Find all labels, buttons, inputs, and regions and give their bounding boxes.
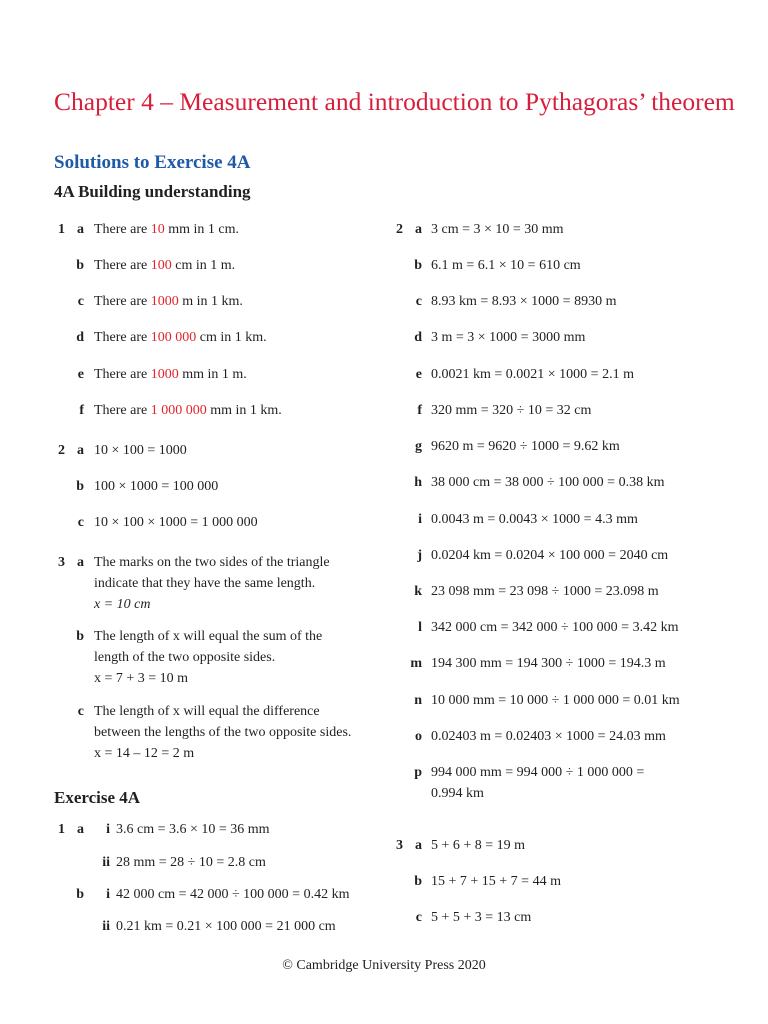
part-letter: d xyxy=(414,330,422,345)
part-letter: l xyxy=(418,620,422,635)
answer-text: 10 000 mm = 10 000 ÷ 1 000 000 = 0.01 km xyxy=(431,693,680,708)
question-number: 1 xyxy=(58,822,65,837)
answer-text: There are 1000 mm in 1 m. xyxy=(94,367,247,382)
answer-line: between the lengths of the two opposite sides. xyxy=(94,725,352,740)
question-number: 3 xyxy=(396,838,403,853)
part-letter: d xyxy=(76,330,84,345)
subpart-label: i xyxy=(106,887,110,902)
part-letter: e xyxy=(415,367,422,382)
part-letter: n xyxy=(414,693,422,708)
part-letter: k xyxy=(414,584,422,599)
answer-text: 23 098 mm = 23 098 ÷ 1000 = 23.098 m xyxy=(431,584,659,599)
answer-line: length of the two opposite sides. xyxy=(94,650,276,665)
answer-line: The marks on the two sides of the triangle xyxy=(94,555,330,570)
answer-text: 38 000 cm = 38 000 ÷ 100 000 = 0.38 km xyxy=(431,475,665,490)
part-letter: h xyxy=(414,475,422,490)
answer-text: 3.6 cm = 3.6 × 10 = 36 mm xyxy=(116,822,270,837)
answer-text: 15 + 7 + 15 + 7 = 44 m xyxy=(431,874,561,889)
part-letter: e xyxy=(77,367,84,382)
part-letter: a xyxy=(415,222,422,237)
answer-text: 0.21 km = 0.21 × 100 000 = 21 000 cm xyxy=(116,919,336,934)
answer-text: 8.93 km = 8.93 × 1000 = 8930 m xyxy=(431,294,617,309)
part-letter: a xyxy=(77,555,84,570)
part-letter: f xyxy=(417,403,422,418)
answer-text: 342 000 cm = 342 000 ÷ 100 000 = 3.42 km xyxy=(431,620,679,635)
answer-text: 5 + 6 + 8 = 19 m xyxy=(431,838,526,853)
part-letter: m xyxy=(410,656,422,671)
part-letter: c xyxy=(415,294,422,309)
part-letter: b xyxy=(76,479,84,494)
answer-text: 9620 m = 9620 ÷ 1000 = 9.62 km xyxy=(431,439,620,454)
part-letter: b xyxy=(414,258,422,273)
answer-text: There are 10 mm in 1 cm. xyxy=(94,222,240,237)
answer-text: 5 + 5 + 3 = 13 cm xyxy=(431,910,532,925)
subpart-label: ii xyxy=(102,919,110,934)
answer-text-continued: 0.994 km xyxy=(431,786,484,801)
answer-text: 0.0204 km = 0.0204 × 100 000 = 2040 cm xyxy=(431,548,669,563)
part-letter: f xyxy=(79,403,84,418)
part-letter: i xyxy=(418,512,422,527)
page-subtitle: Solutions to Exercise 4A xyxy=(54,152,251,173)
answer-text: There are 100 000 cm in 1 km. xyxy=(94,330,267,345)
answer-text: 320 mm = 320 ÷ 10 = 32 cm xyxy=(431,403,592,418)
answer-text: 3 m = 3 × 1000 = 3000 mm xyxy=(431,330,586,345)
answer-line: x = 14 – 12 = 2 m xyxy=(94,746,195,761)
answer-text: 6.1 m = 6.1 × 10 = 610 cm xyxy=(431,258,581,273)
part-letter: p xyxy=(414,765,422,780)
part-letter: c xyxy=(77,294,84,309)
question-number: 2 xyxy=(396,222,403,237)
part-letter: a xyxy=(415,838,422,853)
answer-text: There are 100 cm in 1 m. xyxy=(94,258,236,273)
answer-text: 100 × 1000 = 100 000 xyxy=(94,479,219,494)
answer-text: 0.0021 km = 0.0021 × 1000 = 2.1 m xyxy=(431,367,634,382)
answer-text: 10 × 100 × 1000 = 1 000 000 xyxy=(94,515,258,530)
question-number: 2 xyxy=(58,443,65,458)
part-letter: c xyxy=(415,910,422,925)
part-letter: b xyxy=(76,258,84,273)
part-letter: b xyxy=(414,874,422,889)
part-letter: c xyxy=(77,704,84,719)
answer-line: The length of x will equal the difference xyxy=(94,704,320,719)
answer-text: 0.0043 m = 0.0043 × 1000 = 4.3 mm xyxy=(431,512,638,527)
answer-text: 10 × 100 = 1000 xyxy=(94,443,187,458)
answer-text: 42 000 cm = 42 000 ÷ 100 000 = 0.42 km xyxy=(116,887,350,902)
question-number: 3 xyxy=(58,555,65,570)
question-number: 1 xyxy=(58,222,65,237)
section-heading-exercise: Exercise 4A xyxy=(54,788,141,807)
answer-line: indicate that they have the same length. xyxy=(94,576,316,591)
section-heading-building: 4A Building understanding xyxy=(54,182,251,201)
subpart-label: i xyxy=(106,822,110,837)
part-letter: b xyxy=(76,887,84,902)
part-letter: j xyxy=(417,548,422,563)
part-letter: g xyxy=(415,439,422,454)
part-letter: a xyxy=(77,443,84,458)
answer-line: The length of x will equal the sum of the xyxy=(94,629,323,644)
chapter-title: Chapter 4 – Measurement and introduction to Pythagoras’ theorem xyxy=(54,87,735,116)
part-letter: b xyxy=(76,629,84,644)
part-letter: o xyxy=(415,729,422,744)
answer-line: x = 10 cm xyxy=(94,597,151,612)
subpart-label: ii xyxy=(102,855,110,870)
part-letter: a xyxy=(77,222,84,237)
answer-text: 28 mm = 28 ÷ 10 = 2.8 cm xyxy=(116,855,266,870)
answer-line: x = 7 + 3 = 10 m xyxy=(94,671,189,686)
answer-text: There are 1 000 000 mm in 1 km. xyxy=(94,403,282,418)
answer-text: 3 cm = 3 × 10 = 30 mm xyxy=(431,222,564,237)
answer-text: 0.02403 m = 0.02403 × 1000 = 24.03 mm xyxy=(431,729,666,744)
part-letter: a xyxy=(77,822,84,837)
copyright-footer: © Cambridge University Press 2020 xyxy=(282,958,486,973)
answer-text: 194 300 mm = 194 300 ÷ 1000 = 194.3 m xyxy=(431,656,666,671)
answer-text: 994 000 mm = 994 000 ÷ 1 000 000 = xyxy=(431,765,645,780)
answer-text: There are 1000 m in 1 km. xyxy=(94,294,243,309)
part-letter: c xyxy=(77,515,84,530)
